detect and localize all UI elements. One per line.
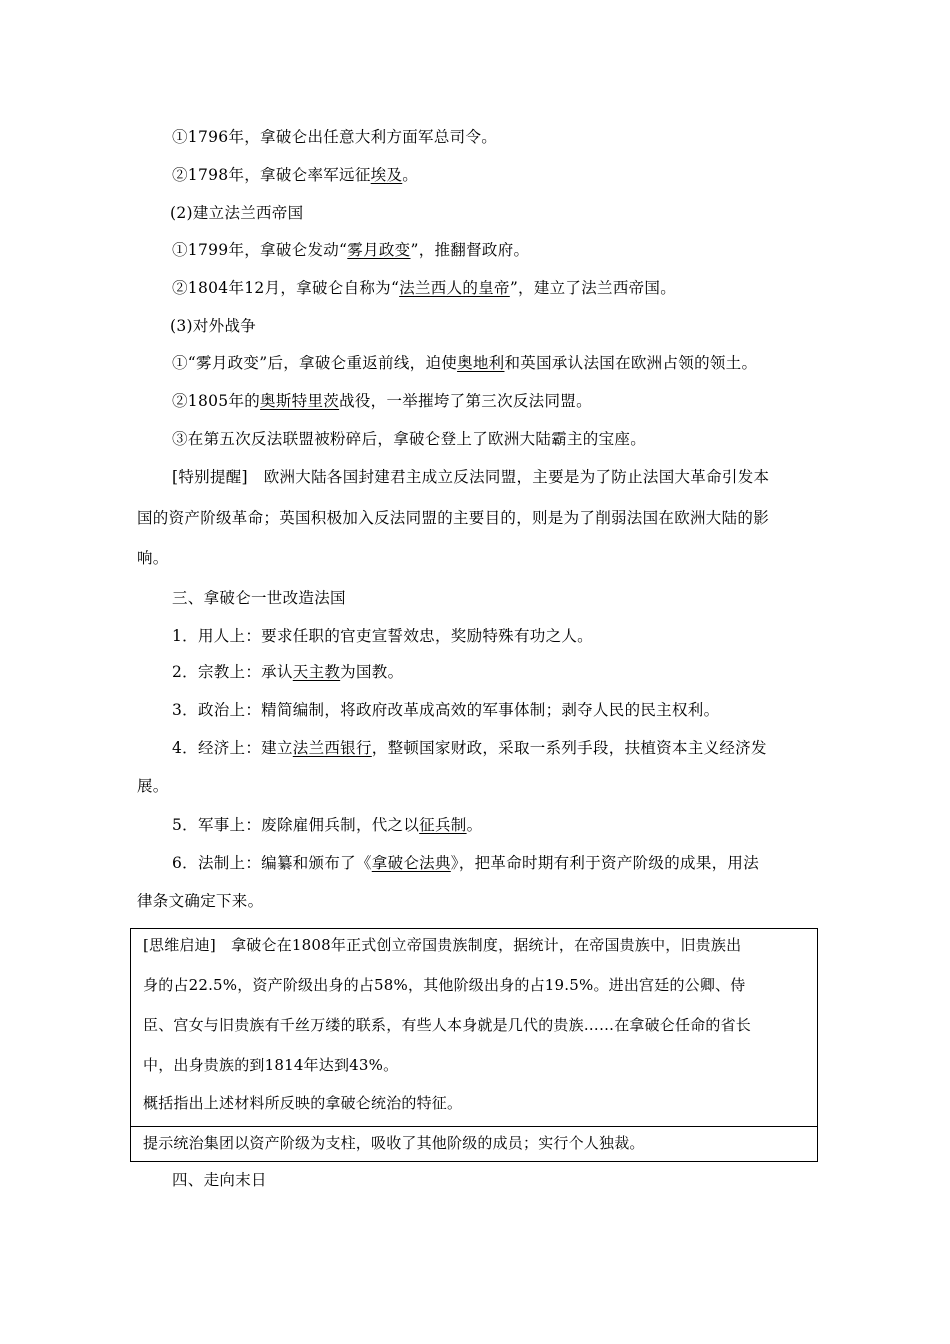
underlined-term: 奥地利 (457, 354, 505, 372)
box-line: [思维启迪] 拿破仑在1808年正式创立帝国贵族制度，据统计，在帝国贵族中，旧贵族出 (143, 936, 742, 954)
box-line: 臣、宫女与旧贵族有千丝万缕的联系，有些人本身就是几代的贵族……在拿破仑任命的省长 (143, 1016, 752, 1034)
box-divider (131, 1126, 817, 1127)
section-heading: 三、拿破仑一世改造法国 (172, 589, 346, 607)
box-hint: 提示统治集团以资产阶级为支柱，吸收了其他阶级的成员；实行个人独裁。 (143, 1134, 645, 1152)
text-line: ①“雾月政变”后，拿破仑重返前线，迫使奥地利和英国承认法国在欧洲占领的领土。 (172, 354, 758, 372)
underlined-term: 雾月政变 (347, 241, 411, 259)
underlined-term: 天主教 (292, 663, 341, 681)
text-line: 1．用人上：要求任职的官吏宣誓效忠，奖励特殊有功之人。 (172, 627, 593, 645)
underlined-term: 埃及 (370, 166, 403, 184)
text-line: 6．法制上：编纂和颁布了《拿破仑法典》，把革命时期有利于资产阶级的成果，用法 (172, 854, 760, 872)
box-question: 概括指出上述材料所反映的拿破仑统治的特征。 (143, 1094, 463, 1112)
underlined-term: 拿破仑法典 (371, 854, 451, 872)
box-line: 中，出身贵族的到1814年达到43%。 (143, 1056, 399, 1074)
thinking-box (130, 928, 818, 1162)
text-line: 5．军事上：废除雇佣兵制，代之以征兵制。 (172, 816, 483, 834)
text-line: 4．经济上：建立法兰西银行，整顿国家财政，采取一系列手段，扶植资本主义经济发 (172, 739, 767, 757)
subheading: (2)建立法兰西帝国 (170, 204, 304, 222)
text-line: 响。 (137, 549, 169, 567)
text-line: ②1805年的奥斯特里茨战役，一举摧垮了第三次反法同盟。 (172, 392, 592, 410)
special-reminder: [特别提醒] 欧洲大陆各国封建君主成立反法同盟，主要是为了防止法国大革命引发本 (172, 468, 770, 486)
text-line: ②1798年，拿破仑率军远征埃及。 (172, 166, 419, 184)
underlined-term: 征兵制 (419, 816, 467, 834)
text-line: ②1804年12月，拿破仑自称为“法兰西人的皇帝”，建立了法兰西帝国。 (172, 279, 677, 297)
text-line: ③在第五次反法联盟被粉碎后，拿破仑登上了欧洲大陆霸主的宝座。 (172, 430, 647, 448)
underlined-term: 奥斯特里茨 (260, 392, 340, 410)
box-line: 身的占22.5%，资产阶级出身的占58%，其他阶级出身的占19.5%。进出宫廷的公卿、侍 (143, 976, 746, 994)
section-heading: 四、走向末日 (172, 1171, 267, 1189)
text-line: 展。 (137, 777, 169, 795)
underlined-term: 法兰西人的皇帝 (399, 279, 510, 297)
text-line: ①1796年，拿破仑出任意大利方面军总司令。 (172, 128, 498, 146)
text-line: 国的资产阶级革命；英国积极加入反法同盟的主要目的，则是为了削弱法国在欧洲大陆的影 (137, 509, 770, 527)
subheading: (3)对外战争 (170, 317, 257, 335)
underlined-term: 法兰西银行 (292, 739, 372, 757)
text-line: 3．政治上：精简编制，将政府改革成高效的军事体制；剥夺人民的民主权利。 (172, 701, 720, 719)
text-line: ①1799年，拿破仑发动“雾月政变”，推翻督政府。 (172, 241, 530, 259)
text-line: 2．宗教上：承认天主教为国教。 (172, 663, 404, 681)
text-line: 律条文确定下来。 (137, 892, 264, 910)
